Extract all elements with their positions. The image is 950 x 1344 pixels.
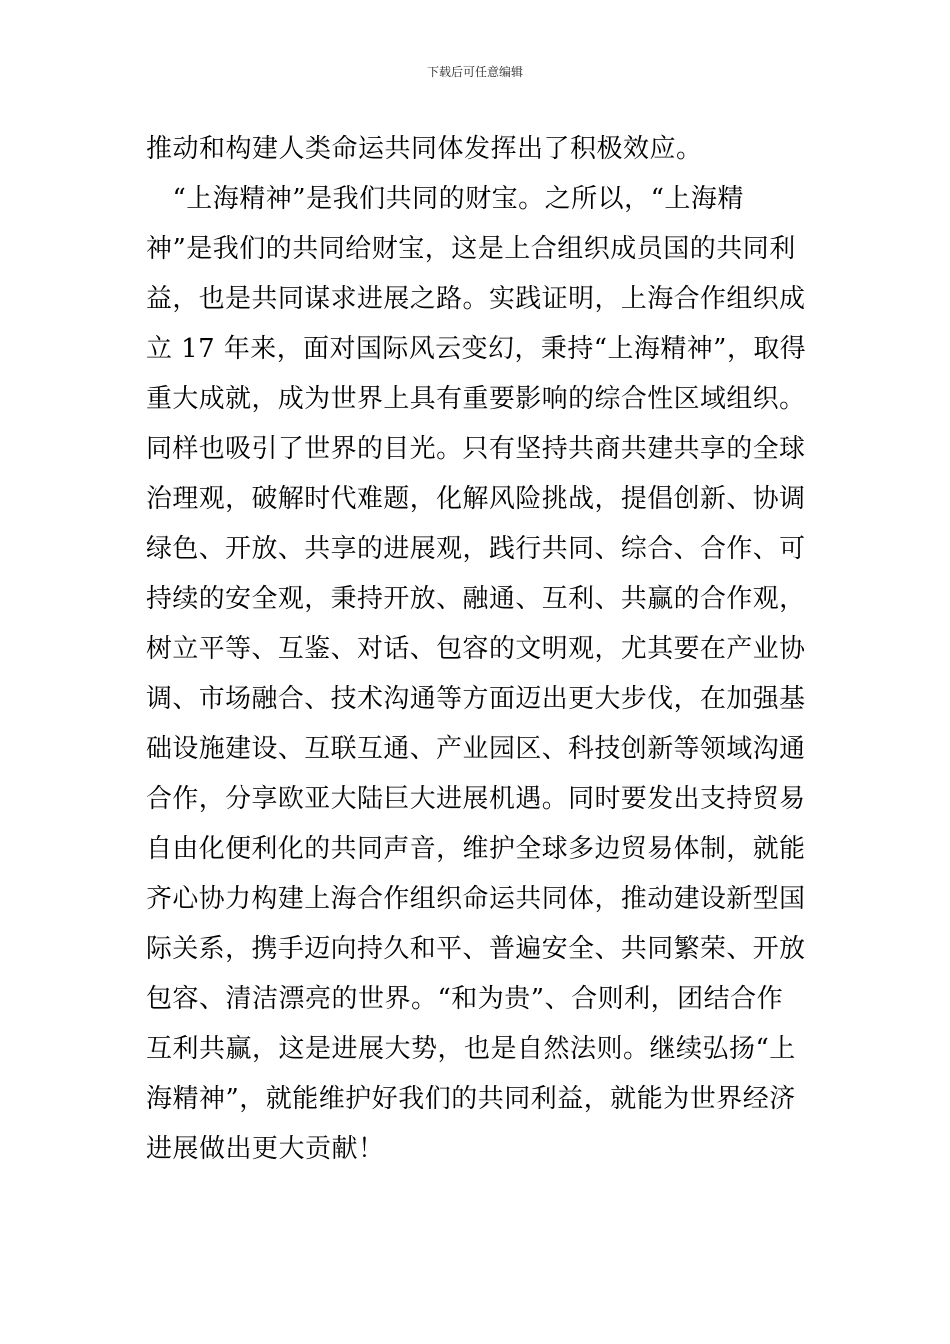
paragraph-line: 互利共赢，这是进展大势，也是自然法则。继续弘扬“上 [146,1034,796,1064]
paragraph-line: 绿色、开放、共享的进展观，践行共同、综合、合作、可 [146,534,806,564]
paragraph-line: 树立平等、互鉴、对话、包容的文明观，尤其要在产业协 [146,634,806,664]
paragraph-line: 同样也吸引了世界的目光。只有坚持共商共建共享的全球 [146,434,806,464]
paragraph-line: 立 17 年来，面对国际风云变幻，秉持“上海精神”，取得 [146,334,807,364]
paragraph-line: 重大成就，成为世界上具有重要影响的综合性区域组织。 [146,384,806,414]
paragraph-line: 神”是我们的共同给财宝，这是上合组织成员国的共同利 [146,234,796,264]
page-header: 下载后可任意编辑 [426,65,523,79]
paragraph-line: 治理观，破解时代难题，化解风险挑战，提倡创新、协调 [146,484,806,514]
paragraph-line: 海精神”，就能维护好我们的共同利益，就能为世界经济 [146,1084,796,1114]
paragraph-line: 推动和构建人类命运共同体发挥出了积极效应。 [146,134,703,164]
paragraph-line: 自由化便利化的共同声音，维护全球多边贸易体制，就能 [146,834,806,864]
paragraph-line: 持续的安全观，秉持开放、融通、互利、共赢的合作观， [146,584,806,614]
paragraph-line: 进展做出更大贡献！ [146,1134,385,1164]
paragraph-line: 际关系，携手迈向持久和平、普遍安全、共同繁荣、开放 [146,934,806,964]
paragraph-line: 础设施建设、互联互通、产业园区、科技创新等领域沟通 [146,734,806,764]
paragraph-line: “上海精神”是我们共同的财宝。之所以，“上海精 [146,184,744,214]
paragraph-line: 包容、清洁漂亮的世界。“和为贵”、合则利，团结合作 [146,984,784,1014]
paragraph-line: 齐心协力构建上海合作组织命运共同体，推动建设新型国 [146,884,806,914]
paragraph-line: 益，也是共同谋求进展之路。实践证明，上海合作组织成 [146,284,806,314]
paragraph-line: 调、市场融合、技术沟通等方面迈出更大步伐，在加强基 [146,684,806,714]
paragraph-line: 合作，分享欧亚大陆巨大进展机遇。同时要发出支持贸易 [146,784,806,814]
